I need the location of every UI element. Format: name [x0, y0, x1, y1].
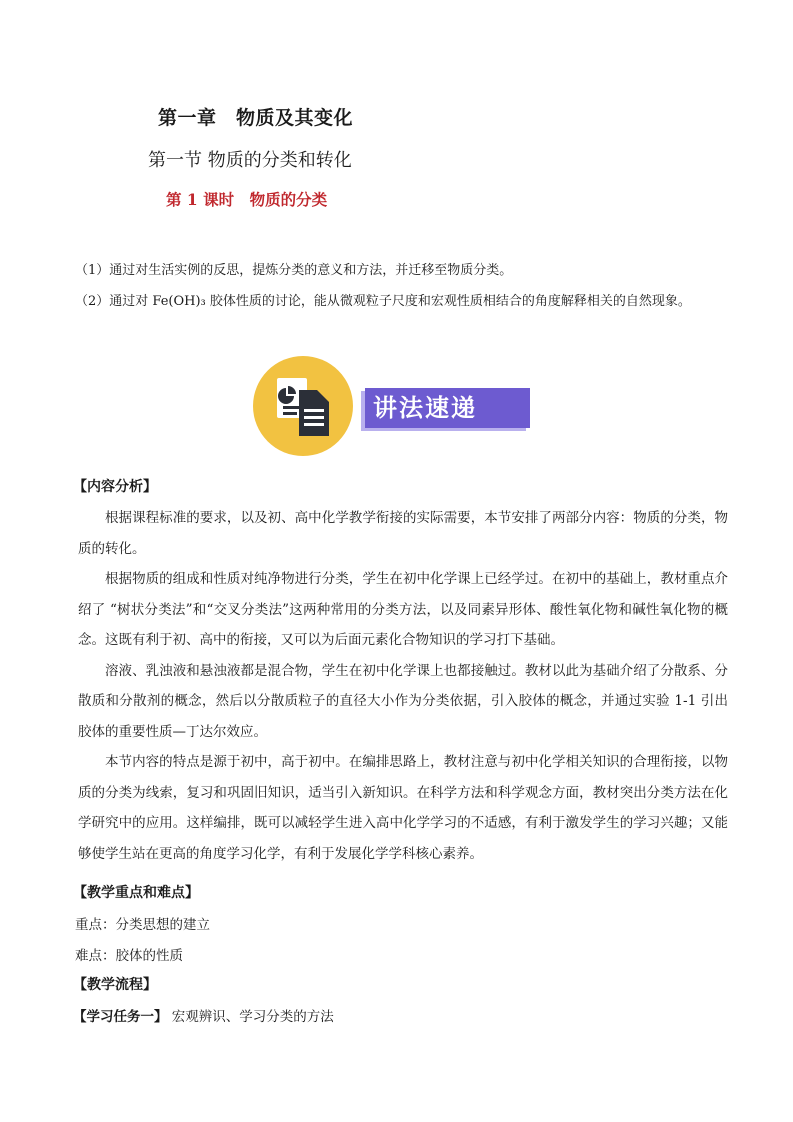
- key-point-difficulty: 难点：胶体的性质: [75, 948, 183, 964]
- chapter-title: 第一章 物质及其变化: [158, 107, 354, 129]
- paragraph-4: 本节内容的特点是源于初中，高于初中。在编排思路上，教材注意与初中化学相关知识的合理衔接，以物质的分类为线索，复习和巩固旧知识，适当引入新知识。在科学方法和科学观念方面，教材突出分类方法在化学研究中的应用。这样编排，既可以减轻学生进入高中化学学习的不适感，有利于激发学生的学习兴趣；又能够使学生站在更高的角度学习化学，有利于发展化学学科核心素养。: [78, 754, 728, 862]
- content-analysis-heading: 【内容分析】: [73, 479, 157, 495]
- learning-task-label: 【学习任务一】: [73, 1009, 168, 1025]
- learning-task-text: 宏观辨识、学习分类的方法: [167, 1009, 334, 1025]
- banner-label: 讲法速递: [365, 388, 530, 428]
- document-icon: [271, 376, 337, 438]
- lesson-title: 第 1 课时 物质的分类: [166, 190, 328, 209]
- objective-2: （2）通过对 Fe(OH)₃ 胶体性质的讨论，能从微观粒子尺度和宏观性质相结合的角度解释相关的自然现象。: [75, 294, 691, 309]
- objective-1: （1）通过对生活实例的反思，提炼分类的意义和方法，并迁移至物质分类。: [75, 263, 513, 278]
- learning-task-1: [73, 1005, 334, 1025]
- key-point-focus: 重点：分类思想的建立: [75, 917, 210, 933]
- paragraph-1: 根据课程标准的要求，以及初、高中化学教学衔接的实际需要，本节安排了两部分内容：物质的分类，物质的转化。: [78, 510, 728, 557]
- teaching-process-heading: 【教学流程】: [73, 977, 157, 993]
- paragraph-3: 溶液、乳浊液和悬浊液都是混合物，学生在初中化学课上也都接触过。教材以此为基础介绍了分散系、分散质和分散剂的概念，然后以分散质粒子的直径大小作为分类依据，引入胶体的概念，并通过实验 1-1 引出胶体的重要性质—丁达尔效应。: [78, 662, 728, 740]
- key-points-heading: 【教学重点和难点】: [73, 885, 199, 901]
- content-analysis-body: [78, 503, 728, 869]
- banner: [253, 356, 533, 456]
- section-title: 第一节 物质的分类和转化: [148, 150, 352, 171]
- paragraph-2: 根据物质的组成和性质对纯净物进行分类，学生在初中化学课上已经学过。在初中的基础上，教材重点介绍了 “树状分类法”和“交叉分类法”这两种常用的分类方法，以及同素异形体、酸性氧化物和碱性氧化物的概念。这既有利于初、高中的衔接，又可以为后面元素化合物知识的学习打下基础。: [78, 571, 728, 648]
